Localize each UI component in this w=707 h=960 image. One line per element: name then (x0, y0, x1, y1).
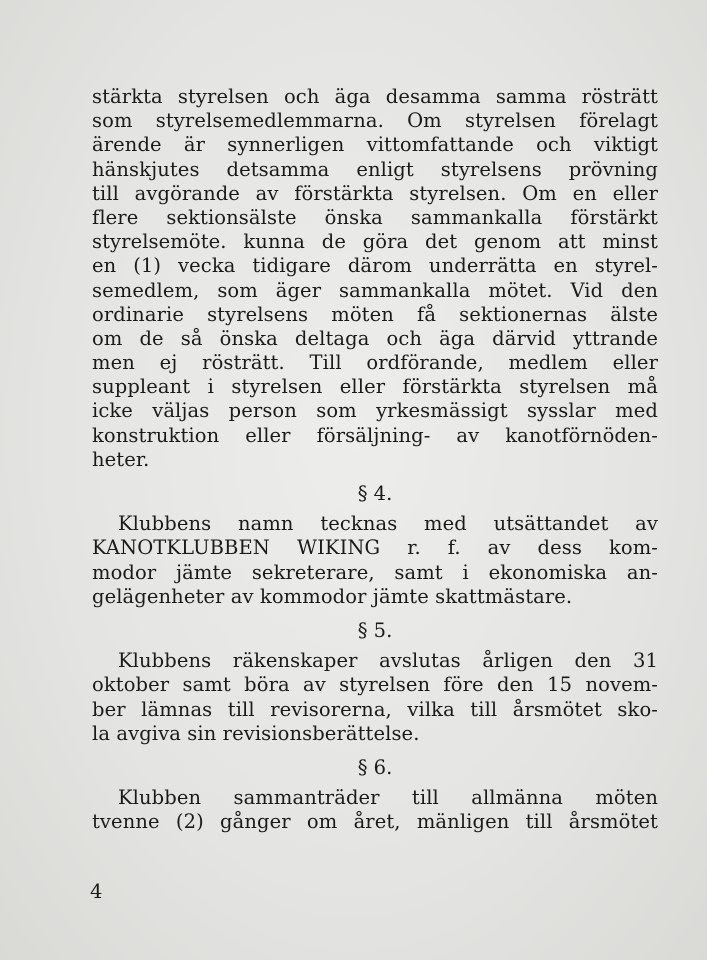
section-heading: § 5. (357, 618, 393, 642)
section-6 (92, 756, 658, 835)
text-line: hänskjutes detsamma enligt styrelsens prövning (92, 157, 658, 181)
text-line: la avgiva sin revisionsberättelse. (92, 721, 420, 745)
text-line: modor jämte sekreterare, samt i ekonomiska an- (92, 560, 658, 584)
text-line: heter. (92, 447, 150, 471)
text-line: tvenne (2) gånger om året, mänligen till årsmötet (92, 810, 658, 834)
text-line: konstruktion eller försäljning- av kanotförnöden- (92, 423, 658, 447)
text-line: suppleant i styrelsen eller förstärkta styrelsen må (92, 375, 658, 399)
text-line: Klubbens namn tecknas med utsättandet av (118, 512, 658, 536)
text-line: men ej rösträtt. Till ordförande, medlem eller (92, 351, 658, 375)
text-line: Klubbens räkenskaper avslutas årligen den 31 (118, 649, 658, 673)
page-number: 4 (90, 880, 103, 903)
text-line: ordinarie styrelsens möten få sektionernas älste (92, 302, 658, 326)
text-line: stärkta styrelsen och äga desamma samma rösträtt (92, 85, 658, 108)
text-line: gelägenheter av kommodor jämte skattmästare. (92, 584, 573, 608)
text-line: en (1) vecka tidigare därom underrätta en styrel- (92, 254, 658, 278)
text-line: om de så önska deltaga och äga därvid yttrande (92, 326, 658, 350)
text-line: flere sektionsälste önska sammankalla förstärkt (92, 205, 658, 229)
section-heading: § 6. (357, 755, 393, 779)
section-5 (92, 619, 658, 746)
text-line: oktober samt böra av styrelsen före den 15 novem- (92, 673, 658, 697)
section-4 (92, 482, 658, 609)
body-text (92, 85, 658, 834)
text-line: styrelsemöte. kunna de göra det genom att minst (92, 230, 658, 254)
text-line: ber lämnas till revisorerna, vilka till årsmötet sko- (92, 697, 658, 721)
text-line: ärende är synnerligen vittomfattande och viktigt (92, 133, 658, 157)
text-line: semedlem, som äger sammankalla mötet. Vid den (92, 278, 658, 302)
text-line: som styrelsemedlemmarna. Om styrelsen förelagt (92, 109, 658, 133)
text-line: KANOTKLUBBEN WIKING r. f. av dess kom- (92, 536, 658, 560)
text-line: till avgörande av förstärkta styrelsen. Om en eller (92, 181, 658, 205)
section-heading: § 4. (357, 482, 393, 505)
text-line: Klubben sammanträder till allmänna möten (118, 786, 658, 810)
paragraph-continuation (92, 85, 658, 472)
text-line: icke väljas person som yrkesmässigt sysslar med (92, 399, 658, 423)
